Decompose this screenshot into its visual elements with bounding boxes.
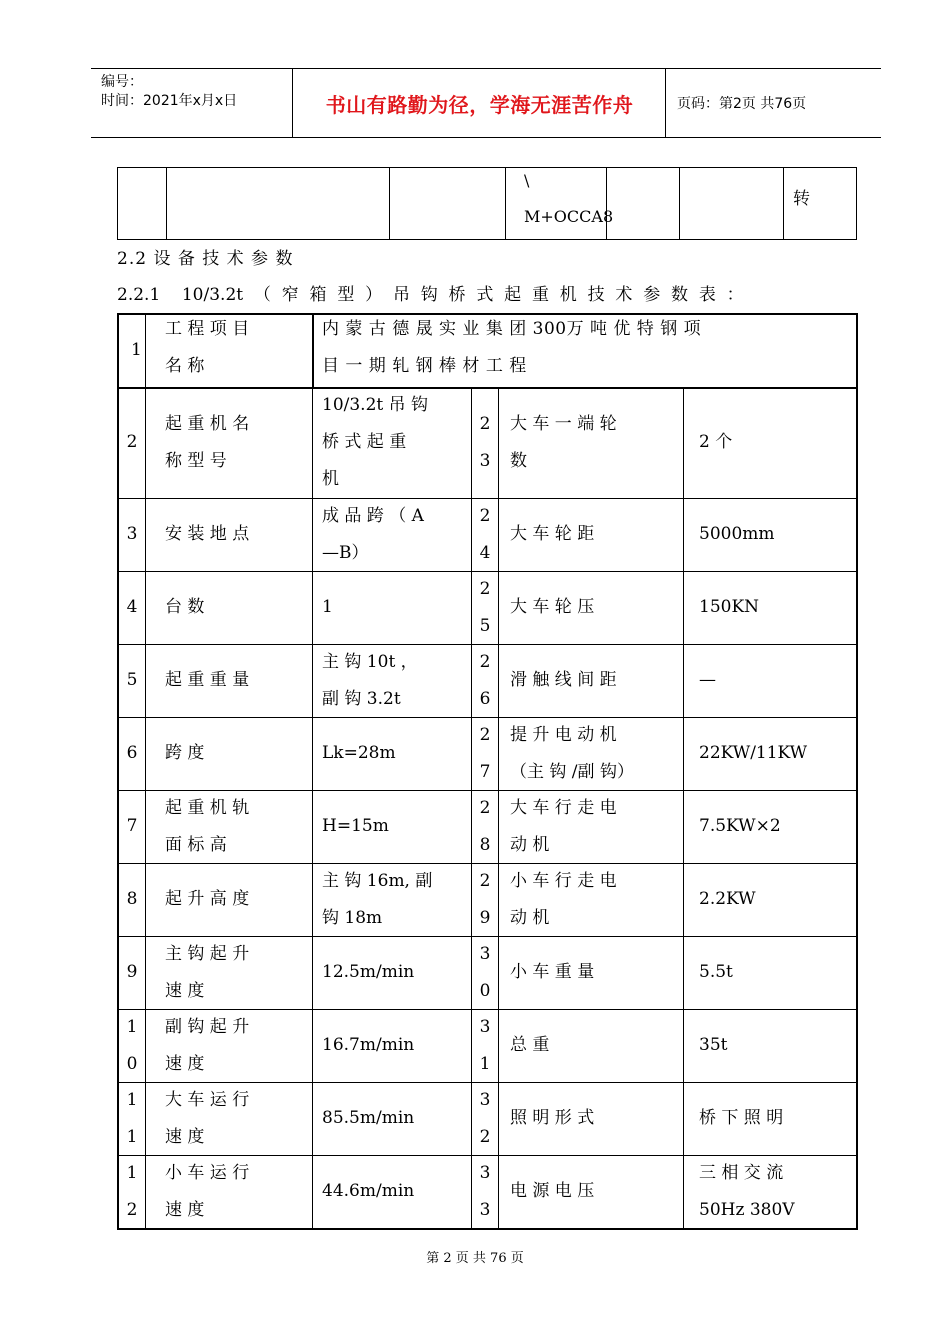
param-value: 1 [322,597,333,617]
param-value: 50Hz 380V [699,1199,795,1220]
param-name: 数 [510,450,527,471]
table-title: 2.2.1 10/3.2t （ 窄 箱 型 ） 吊 钩 桥 式 起 重 机 技 术 参 数 表 ： [117,285,744,305]
project-label-line2: 名 称 [165,356,205,376]
row-number: 1 [126,1089,138,1110]
param-name: 台 数 [165,597,205,617]
number-label: 编号： [101,74,143,90]
row-number: 6 [479,688,491,709]
param-value: 16.7m/min [322,1035,415,1055]
param-value: Lk=28m [322,743,396,763]
row-number: 3 [479,1199,491,1220]
row-number: 9 [479,907,491,928]
param-name: 小 车 运 行 [165,1162,250,1183]
param-name: 副 钩 起 升 [165,1016,250,1037]
param-name: 电 源 电 压 [510,1181,595,1201]
param-name: 动 机 [510,907,550,928]
row-number: 1 [126,1126,138,1147]
fragment-code: M+OCCA8 [524,207,614,226]
col-separator [145,313,146,387]
param-value: 5000mm [699,524,775,544]
param-value: 主 钩 16m, 副 [322,870,433,891]
param-name: 滑 触 线 间 距 [510,670,617,690]
row-number: 2 [479,870,491,891]
param-name: 动 机 [510,834,550,855]
row-number: 7 [126,816,138,836]
param-value: H=15m [322,816,389,836]
param-name: 大 车 轮 压 [510,597,595,617]
param-name: 速 度 [165,1126,205,1147]
param-value: — [699,670,716,690]
row-number: 3 [126,524,138,544]
project-label-line1: 工 程 项 目 [165,319,250,339]
param-value: 150KN [699,597,760,617]
row-number: 3 [479,1162,491,1183]
row-number: 7 [479,761,491,782]
project-value-line2: 目 一 期 轧 钢 棒 材 工 程 [322,356,527,376]
row-number: 8 [126,889,138,909]
row-number: 2 [126,432,138,452]
row-number: 2 [479,413,491,434]
row-number: 6 [126,743,138,763]
row-number: 2 [479,724,491,745]
param-name: 大 车 行 走 电 [510,797,617,818]
param-name: 起 重 重 量 [165,670,250,690]
param-value: 12.5m/min [322,962,415,982]
param-value: 85.5m/min [322,1108,415,1128]
param-value: —B） [322,542,369,563]
row-number: 0 [479,980,491,1001]
project-value-line1: 内 蒙 古 德 晟 实 业 集 团 300万 吨 优 特 钢 项 [322,319,702,339]
time-label: 时间：2021年x月x日 [101,93,238,109]
param-name: 主 钩 起 升 [165,943,250,964]
row-number: 0 [126,1053,138,1074]
row-number: 1 [126,1016,138,1037]
param-name: 起 重 机 轨 [165,797,250,818]
row-number: 8 [479,834,491,855]
param-name: 提 升 电 动 机 [510,724,617,745]
param-value: 副 钩 3.2t [322,688,401,709]
param-name: 安 装 地 点 [165,524,250,544]
param-name: 称 型 号 [165,450,227,471]
param-value: 22KW/11KW [699,743,808,763]
param-value: 10/3.2t 吊 钩 [322,395,429,415]
param-value: 三 相 交 流 [699,1162,784,1183]
row-number: 2 [479,651,491,672]
row-number: 1 [126,1162,138,1183]
param-value: 35t [699,1035,728,1055]
row-number: 5 [126,670,138,690]
param-value: 桥 下 照 明 [699,1108,784,1128]
param-value: 桥 式 起 重 [322,432,407,452]
param-value: 44.6m/min [322,1181,415,1201]
section-heading: 2.2 设 备 技 术 参 数 [117,249,294,269]
param-value: 成 品 跨 （ A [322,505,424,526]
row-number: 2 [126,1199,138,1220]
row-number: 9 [126,962,138,982]
row-number: 3 [479,1089,491,1110]
row-number: 1 [479,1053,491,1074]
row-number: 3 [479,943,491,964]
page-footer: 第 2 页 共 76 页 [426,1251,524,1266]
row-number: 2 [479,578,491,599]
page-info: 页码：第2页 共76页 [677,96,807,112]
page-header [91,68,881,138]
param-name: 照 明 形 式 [510,1108,595,1128]
fragment-last: 转 [793,189,810,209]
param-value: 5.5t [699,962,733,982]
fragment-backslash: \ [524,171,530,190]
row-number: 4 [479,542,491,563]
param-value: 2 个 [699,432,733,452]
col-separator [312,387,313,1228]
row-number: 3 [479,450,491,471]
table-border-right [856,313,858,1228]
param-name: 大 车 一 端 轮 [510,413,617,434]
row-number: 5 [479,615,491,636]
row-number: 2 [479,505,491,526]
param-value: 7.5KW×2 [699,816,781,836]
row-number: 2 [479,797,491,818]
param-name: 小 车 行 走 电 [510,870,617,891]
header-meta [101,73,237,111]
row-number: 2 [479,1126,491,1147]
motto: 书山有路勤为径，学海无涯苦作舟 [325,92,634,117]
col-separator [145,387,146,1228]
param-name: 速 度 [165,1053,205,1074]
param-name: （主 钩 /副 钩） [510,761,634,782]
param-value: 钩 18m [322,907,383,928]
param-value: 机 [322,469,339,489]
param-name: 大 车 运 行 [165,1089,250,1110]
param-value: 主 钩 10t ， [322,651,418,672]
param-value: 2.2KW [699,889,756,909]
param-name: 速 度 [165,1199,205,1220]
param-name: 小 车 重 量 [510,962,595,982]
row-separator [117,387,856,389]
param-name: 速 度 [165,980,205,1001]
col-separator [312,313,314,387]
param-name: 大 车 轮 距 [510,524,595,544]
param-name: 起 重 机 名 [165,413,250,434]
row-number: 1 [131,340,142,360]
param-name: 跨 度 [165,743,205,763]
col-separator [498,387,499,1228]
col-separator [683,387,684,1228]
param-name: 总 重 [510,1035,550,1055]
param-name: 面 标 高 [165,834,227,855]
param-name: 起 升 高 度 [165,889,250,909]
row-number: 3 [479,1016,491,1037]
row-number: 4 [126,597,138,617]
